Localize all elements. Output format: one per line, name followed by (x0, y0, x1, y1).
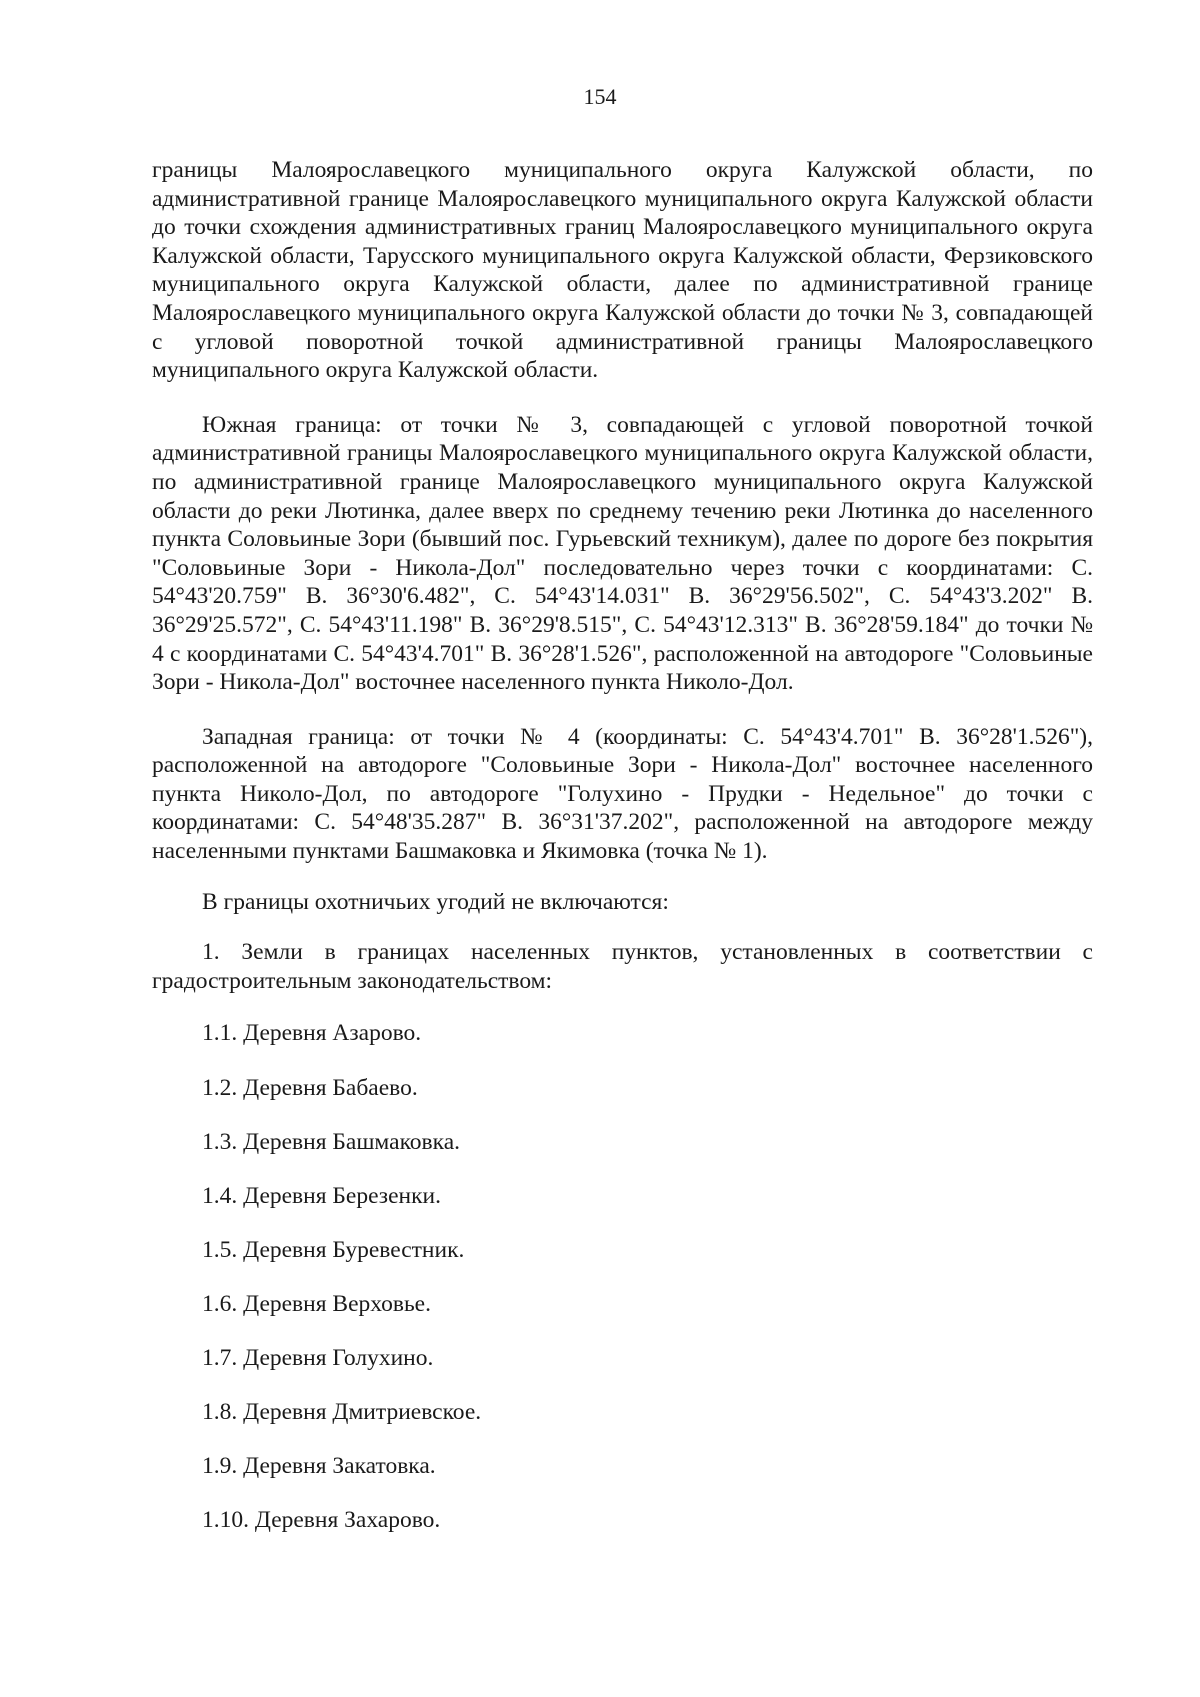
paragraph-settlement-lands: 1. Земли в границах населенных пунктов, установленных в соответствии с градостроительным законодательством: (152, 939, 1093, 994)
list-item: 1.6. Деревня Верховье. (202, 1290, 431, 1317)
list-item: 1.10. Деревня Захарово. (202, 1507, 441, 1534)
list-item: 1.7. Деревня Голухино. (202, 1345, 434, 1371)
settlement-list (152, 1019, 1093, 1534)
list-item: 1.8. Деревня Дмитриевское. (202, 1399, 482, 1426)
paragraph-west-boundary: Западная граница: от точки № 4 (координаты: С. 54°43'4.701" В. 36°28'1.526"), расположенной на автодороге "Соловьиные Зори - Никола-Дол" восточнее населенного пункта Николо-Дол, по автодороге "Голухино - Прудки - Недельное" до точки с координатами: С. 54°48'35.287" В. 36°31'37.202", расположенной на автодороге между населенными пунктами Башмаковка и Якимовка (точка № 1). (152, 723, 1093, 865)
document-body (152, 156, 1093, 1535)
list-item: 1.5. Деревня Буревестник. (202, 1236, 465, 1263)
paragraph-south-boundary: Южная граница: от точки № 3, совпадающей с угловой поворотной точкой административной границы Малоярославецкого муниципального округа Калужской области, по административной границе Малоярославецкого муниципального округа Калужской области до реки Лютинка, далее вверх по среднему течению реки Лютинка до населенного пункта Соловьиные Зори (бывший пос. Гурьевский техникум), далее по дороге без покрытия "Соловьиные Зори - Никола-Дол" последовательно через точки с координатами: С. 54°43'20.759" В. 36°30'6.482", С. 54°43'14.031" В. 36°29'56.502", С. 54°43'3.202" В. 36°29'25.572", С. 54°43'11.198" В. 36°29'8.515", С. 54°43'12.313" В. 36°28'59.184" до точки № 4 с координатами С. 54°43'4.701" В. 36°28'1.526", расположенной на автодороге "Соловьиные Зори - Никола-Дол" восточнее населенного пункта Николо-Дол. (152, 411, 1093, 696)
list-item: 1.2. Деревня Бабаево. (202, 1074, 418, 1101)
list-item: 1.4. Деревня Березенки. (202, 1182, 441, 1209)
paragraph-exclusions-heading: В границы охотничьих угодий не включаются: (202, 888, 669, 915)
list-item: 1.3. Деревня Башмаковка. (202, 1128, 461, 1155)
paragraph-boundary-continuation: границы Малоярославецкого муниципального округа Калужской области, по административной границе Малоярославецкого муниципального округа Калужской области до точки схождения административных границ Малоярославецкого муниципального округа Калужской области, Тарусского муниципального округа Калужской области, Ферзиковского муниципального округа Калужской области, далее по административной границе Малоярославецкого муниципального округа Калужской области до точки № 3, совпадающей с угловой поворотной точкой административной границы Малоярославецкого муниципального округа Калужской области. (152, 157, 1093, 384)
list-item: 1.9. Деревня Закатовка. (202, 1453, 436, 1480)
page-number: 154 (583, 84, 617, 109)
list-item: 1.1. Деревня Азарово. (202, 1020, 422, 1047)
